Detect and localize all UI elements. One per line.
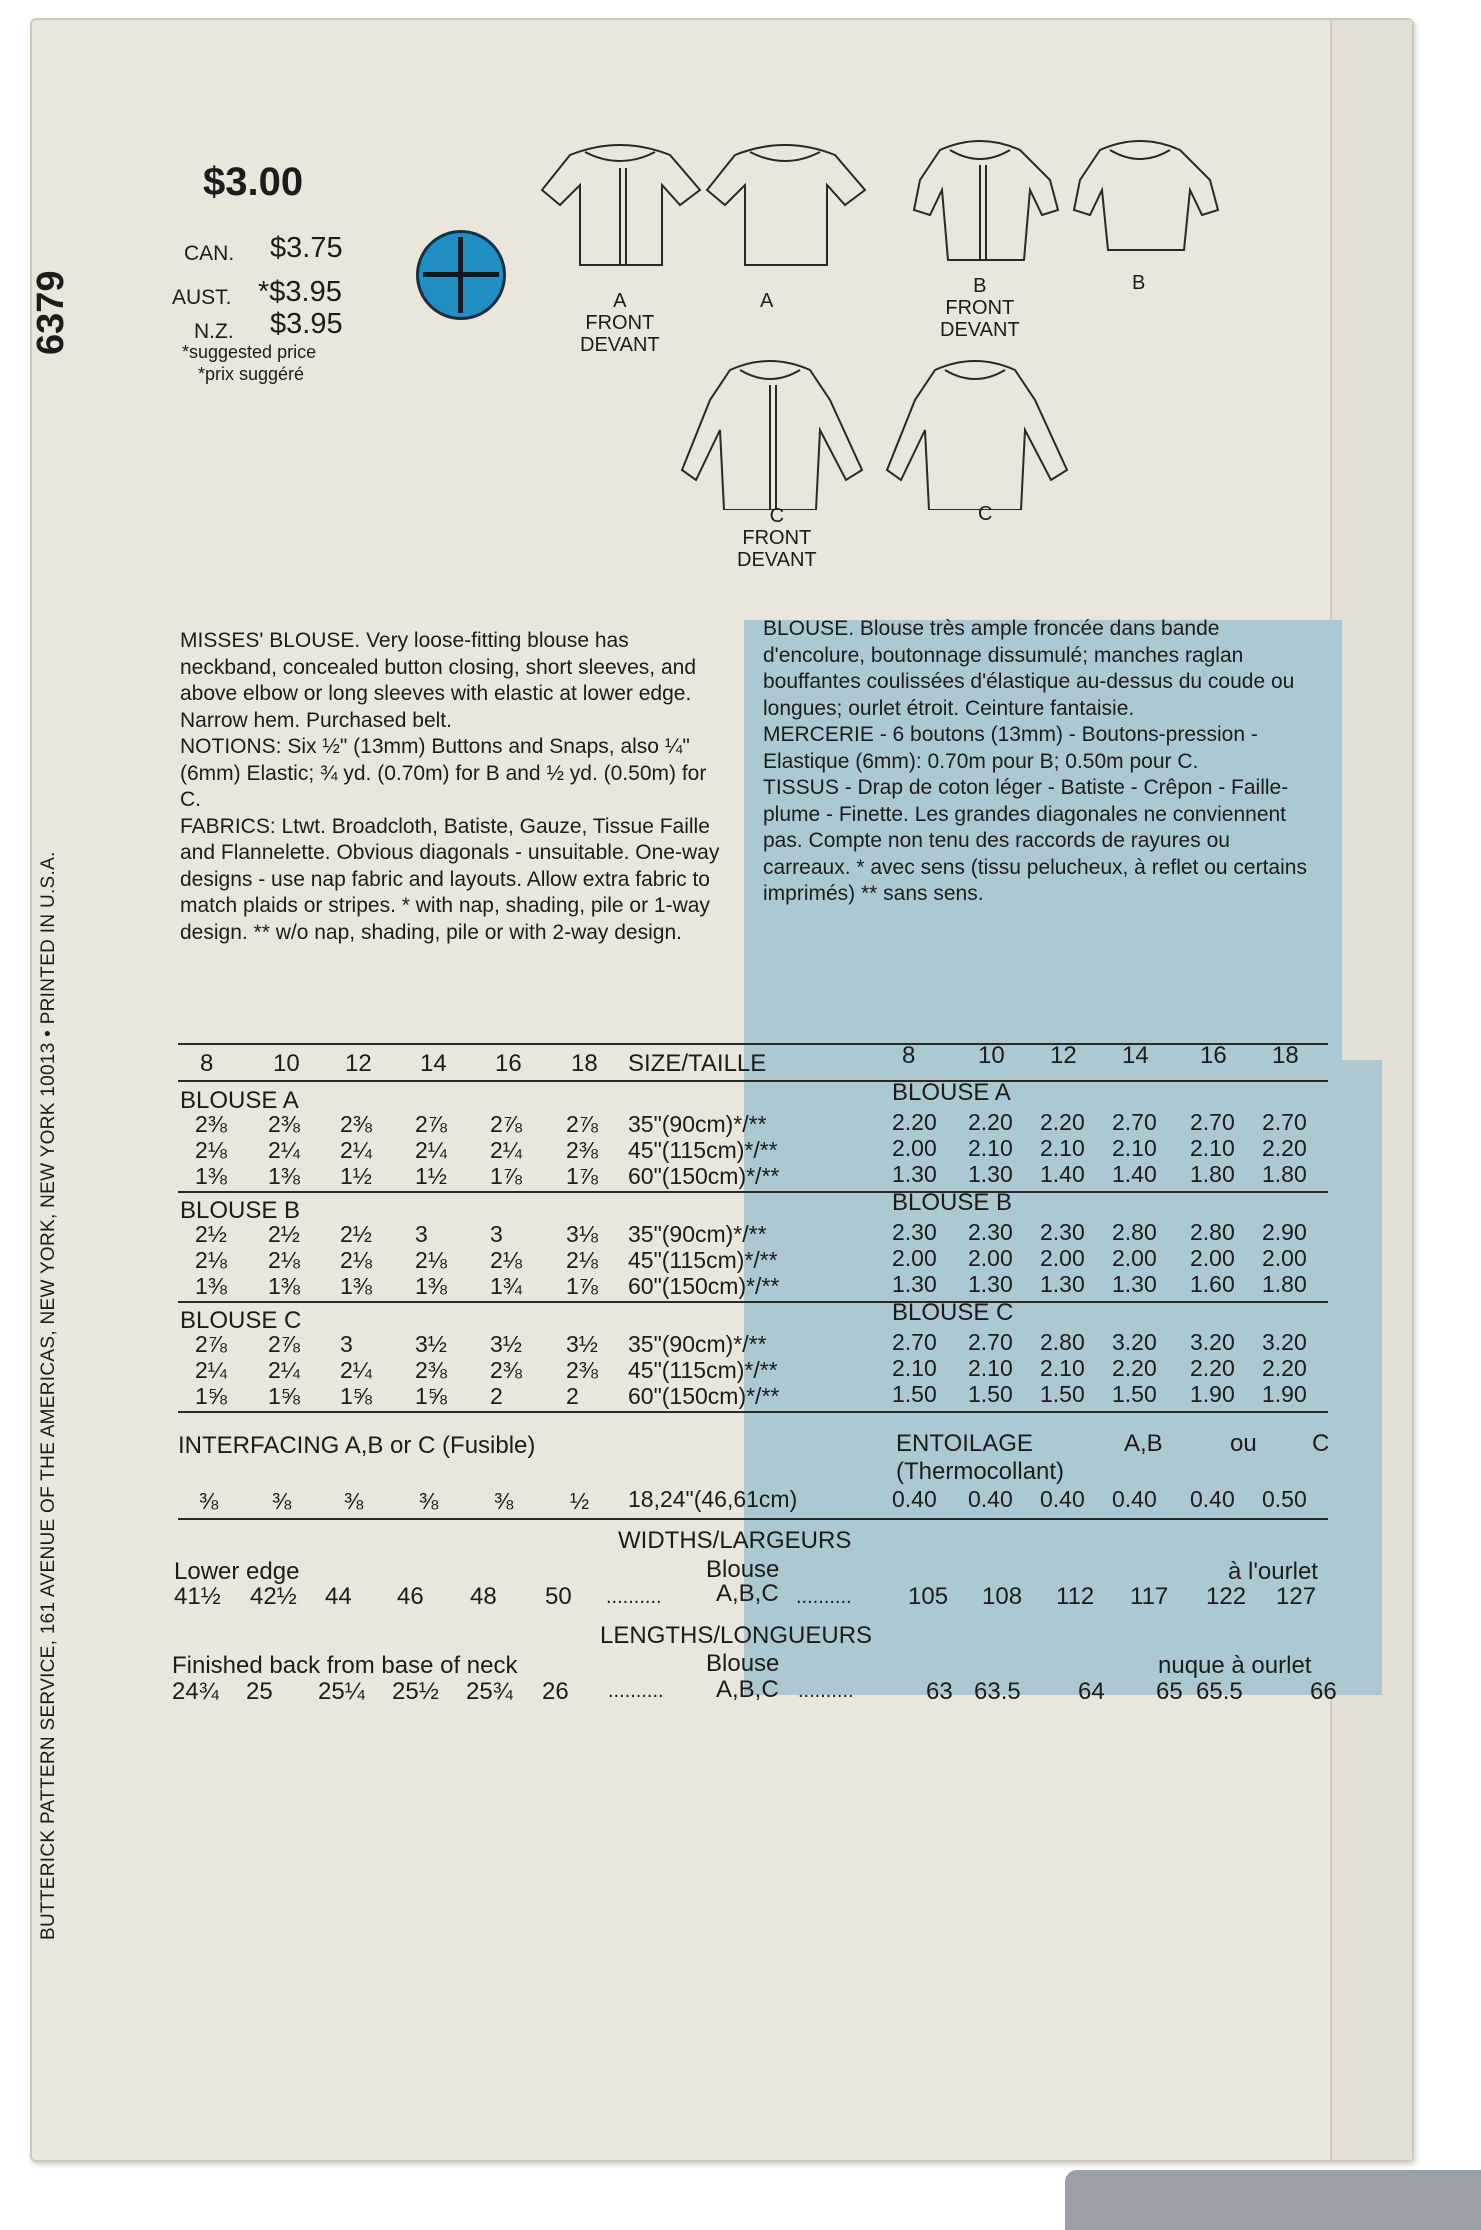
metre-cell: 1.80	[1262, 1271, 1307, 1297]
yardage-cell: 2⅛	[340, 1247, 372, 1273]
group-label: BLOUSE C	[180, 1307, 302, 1334]
size-header-in: 12	[345, 1050, 372, 1077]
length-in-cell: 25¼	[318, 1678, 365, 1705]
yardage-cell: 2⅛	[268, 1247, 300, 1273]
length-cm-cell: 65	[1156, 1678, 1183, 1705]
label-b: B	[1132, 272, 1146, 294]
width-cm-cell: 127	[1276, 1583, 1317, 1610]
price-main: $3.00	[203, 160, 304, 204]
desc-heading: MISSES' BLOUSE.	[180, 629, 361, 652]
yardage-cell: 1⅜	[340, 1273, 372, 1299]
size-header-metric: 18	[1272, 1042, 1299, 1069]
yardage-cell: 2	[490, 1383, 503, 1409]
metre-cell: 3.20	[1262, 1329, 1307, 1355]
fabric-width-cell: 35"(90cm)*/**	[628, 1331, 767, 1357]
table-header-rule	[178, 1080, 1328, 1082]
size-header-label: SIZE/TAILLE	[628, 1050, 767, 1077]
interfacing-label-fr-ab: A,B	[1124, 1430, 1163, 1457]
size-header-metric: 16	[1200, 1042, 1227, 1069]
metre-cell: 1.50	[892, 1381, 937, 1407]
metre-cell: 3.20	[1112, 1329, 1157, 1355]
group-rule	[178, 1301, 1328, 1303]
metre-cell: 2.70	[892, 1329, 937, 1355]
metre-cell: 1.80	[1190, 1161, 1235, 1187]
metre-cell: 2.70	[1262, 1109, 1307, 1135]
size-header-in: 10	[273, 1050, 300, 1077]
label-a-front: A FRONT DEVANT	[580, 290, 660, 356]
width-in-cell: 46	[397, 1583, 424, 1610]
metre-cell: 1.30	[968, 1271, 1013, 1297]
yardage-cell: 2⅜	[268, 1111, 300, 1137]
metre-cell: 2.00	[892, 1135, 937, 1161]
metre-cell: 2.00	[968, 1245, 1013, 1271]
yardage-cell: 1⅜	[268, 1273, 300, 1299]
length-cm-cell: 63	[926, 1678, 953, 1705]
width-cm-cell: 108	[982, 1583, 1023, 1610]
interfacing-yardage: ½	[570, 1488, 590, 1514]
metre-cell: 2.70	[1190, 1109, 1235, 1135]
metre-cell: 2.80	[1190, 1219, 1235, 1245]
width-cm-cell: 105	[908, 1583, 949, 1610]
interfacing-label-fr2: (Thermocollant)	[896, 1458, 1065, 1485]
yardage-cell: 3	[415, 1221, 428, 1247]
yardage-cell: 3½	[490, 1331, 522, 1357]
interfacing-yardage: ⅜	[344, 1488, 364, 1514]
yardage-cell: 2⅞	[268, 1331, 300, 1357]
yardage-cell: 3½	[566, 1331, 598, 1357]
fabric-width-cell: 60"(150cm)*/**	[628, 1273, 780, 1299]
fabric-width-cell: 60"(150cm)*/**	[628, 1163, 780, 1189]
yardage-cell: 2½	[195, 1221, 227, 1247]
metre-cell: 2.00	[1190, 1245, 1235, 1271]
width-in-cell: 44	[325, 1583, 352, 1610]
notions-heading-fr: MERCERIE	[763, 723, 874, 746]
price-can-label: CAN.	[184, 242, 235, 265]
interfacing-rule	[178, 1518, 1328, 1520]
metre-cell: 2.30	[968, 1219, 1013, 1245]
metre-cell: 2.10	[1112, 1135, 1157, 1161]
yardage-cell: 2⅜	[566, 1357, 598, 1383]
fabric-width-cell: 45"(115cm)*/**	[628, 1357, 778, 1383]
lengths-mid2: A,B,C	[716, 1676, 779, 1703]
notions-text-fr: - 6 boutons (13mm) - Boutons-pression - Elastique (6mm): 0.70m pour B; 0.50m pour C.	[763, 723, 1258, 773]
yardage-cell: 2½	[340, 1221, 372, 1247]
group-label-fr: BLOUSE A	[892, 1079, 1011, 1106]
interfacing-label-fr-c: C	[1312, 1430, 1330, 1457]
size-header-metric: 14	[1122, 1042, 1149, 1069]
group-label: BLOUSE B	[180, 1197, 301, 1224]
price-note-en: *suggested price	[182, 342, 317, 362]
yardage-cell: 2¼	[195, 1357, 227, 1383]
widths-dots: ..........	[606, 1586, 662, 1608]
fabrics-heading: FABRICS:	[180, 814, 276, 838]
group-rule	[178, 1191, 1328, 1193]
metre-cell: 2.20	[1040, 1109, 1085, 1135]
label-a: A	[760, 290, 774, 312]
yardage-cell: 1⅞	[566, 1273, 598, 1299]
widths-title: WIDTHS/LARGEURS	[618, 1527, 852, 1554]
interfacing-label-fr-ou: ou	[1230, 1430, 1257, 1457]
yardage-cell: 1¾	[490, 1273, 522, 1299]
fabric-width-cell: 60"(150cm)*/**	[628, 1383, 780, 1409]
desc-text-fr: Blouse très ample froncée dans bande d'encolure, boutonnage dissumulé; manches raglan bouffantes coulissées d'élastique au-dessus du coude ou longues; ourlet étroit. Ceinture fantaisie.	[763, 617, 1295, 720]
yardage-cell: 1½	[415, 1163, 447, 1189]
interfacing-metre: 0.40	[1040, 1486, 1085, 1512]
metre-cell: 2.00	[1262, 1245, 1307, 1271]
interfacing-label-fr: ENTOILAGE	[896, 1430, 1033, 1457]
interfacing-metre: 0.40	[1112, 1486, 1157, 1512]
yardage-cell: 2⅛	[195, 1247, 227, 1273]
yardage-cell: 2⅜	[566, 1137, 598, 1163]
fabrics-heading-fr: TISSUS	[763, 776, 839, 799]
price-nz: $3.95	[270, 308, 343, 340]
yardage-cell: 1⅜	[415, 1273, 447, 1299]
interfacing-yardage: ⅜	[419, 1488, 439, 1514]
metre-cell: 1.30	[968, 1161, 1013, 1187]
metre-cell: 1.60	[1190, 1271, 1235, 1297]
interfacing-yardage: ⅜	[494, 1488, 514, 1514]
yardage-cell: 1⅜	[195, 1273, 227, 1299]
yardage-cell: 2¼	[340, 1357, 372, 1383]
metre-cell: 2.10	[1040, 1135, 1085, 1161]
yardage-cell: 2⅛	[195, 1137, 227, 1163]
metre-cell: 2.30	[892, 1219, 937, 1245]
metre-cell: 2.70	[1112, 1109, 1157, 1135]
desc-heading-fr: BLOUSE.	[763, 617, 855, 640]
metre-cell: 2.00	[1112, 1245, 1157, 1271]
french-panel-bg-extension	[1342, 1060, 1382, 1695]
price-can: $3.75	[270, 232, 343, 264]
table-top-rule	[178, 1043, 1328, 1045]
size-header-metric: 8	[902, 1042, 916, 1069]
length-in-cell: 24¾	[172, 1678, 219, 1705]
view-a-drawing	[707, 145, 865, 265]
view-c-front-drawing	[682, 361, 862, 510]
yardage-cell: 1⅞	[490, 1163, 522, 1189]
widths-dots-2: ..........	[796, 1586, 852, 1608]
widths-mid2: A,B,C	[716, 1580, 779, 1607]
desc-text: Very loose-fitting blouse has neckband, concealed button closing, short sleeves, and above elbow or long sleeves with elastic at lower edge. Narrow hem. Purchased belt.	[180, 629, 697, 732]
yardage-cell: 1⅝	[340, 1383, 372, 1409]
metre-cell: 1.30	[892, 1271, 937, 1297]
group-rule	[178, 1411, 1328, 1413]
yardage-cell: 2¼	[268, 1357, 300, 1383]
metre-cell: 2.90	[1262, 1219, 1307, 1245]
metre-cell: 2.20	[1112, 1355, 1157, 1381]
yardage-cell: 1⅜	[268, 1163, 300, 1189]
fabric-width-cell: 35"(90cm)*/**	[628, 1111, 767, 1137]
metre-cell: 2.10	[892, 1355, 937, 1381]
group-label-fr: BLOUSE B	[892, 1189, 1013, 1216]
yardage-cell: 1⅝	[268, 1383, 300, 1409]
french-description	[763, 616, 1321, 908]
lengths-title: LENGTHS/LONGUEURS	[600, 1622, 873, 1649]
length-in-cell: 26	[542, 1678, 569, 1705]
yardage-cell: 2⅞	[566, 1111, 598, 1137]
price-aust-label: AUST.	[172, 286, 232, 309]
width-in-cell: 50	[545, 1583, 572, 1610]
fabric-width-cell: 45"(115cm)*/**	[628, 1247, 778, 1273]
yardage-cell: 3	[490, 1221, 503, 1247]
lengths-dots: ..........	[608, 1680, 664, 1702]
width-in-cell: 41½	[174, 1583, 221, 1610]
metre-cell: 2.20	[1262, 1135, 1307, 1161]
metre-cell: 2.80	[1112, 1219, 1157, 1245]
yardage-cell: 1½	[340, 1163, 372, 1189]
interfacing-metre: 0.40	[1190, 1486, 1235, 1512]
butterick-logo-icon	[416, 230, 506, 320]
size-header-in: 8	[200, 1050, 214, 1077]
price-note-fr: *prix suggéré	[198, 364, 305, 384]
publisher-address: BUTTERICK PATTERN SERVICE, 161 AVENUE OF THE AMERICAS, NEW YORK, NEW YORK 10013 • PRINTED IN U.S.A.	[38, 851, 59, 1940]
metre-cell: 1.50	[968, 1381, 1013, 1407]
yardage-cell: 2⅛	[490, 1247, 522, 1273]
lengths-mid1: Blouse	[706, 1650, 780, 1677]
fabric-width-cell: 45"(115cm)*/**	[628, 1137, 778, 1163]
metre-cell: 2.00	[1040, 1245, 1085, 1271]
yardage-cell: 2⅛	[415, 1247, 447, 1273]
yardage-cell: 1⅜	[195, 1163, 227, 1189]
metre-cell: 2.10	[968, 1135, 1013, 1161]
lengths-dots-2: ..........	[798, 1680, 854, 1702]
metre-cell: 1.50	[1112, 1381, 1157, 1407]
interfacing-metre: 0.50	[1262, 1486, 1307, 1512]
yardage-cell: 1⅝	[415, 1383, 447, 1409]
metre-cell: 1.90	[1190, 1381, 1235, 1407]
widths-right: à l'ourlet	[1228, 1558, 1318, 1585]
yardage-cell: 2⅞	[490, 1111, 522, 1137]
view-c-drawing	[887, 361, 1067, 510]
widths-mid1: Blouse	[706, 1556, 780, 1583]
size-header-in: 14	[420, 1050, 447, 1077]
yardage-cell: 2¼	[415, 1137, 447, 1163]
length-in-cell: 25	[246, 1678, 273, 1705]
metre-cell: 1.40	[1040, 1161, 1085, 1187]
metre-cell: 2.20	[968, 1109, 1013, 1135]
metre-cell: 3.20	[1190, 1329, 1235, 1355]
english-description	[180, 628, 722, 946]
view-b-front-drawing	[914, 141, 1058, 260]
yardage-cell: 2⅜	[340, 1111, 372, 1137]
metre-cell: 1.90	[1262, 1381, 1307, 1407]
notions-text: Six ½" (13mm) Buttons and Snaps, also ¼" (6mm) Elastic; ¾ yd. (0.70m) for B and ½ yd. (0.50m) for C.	[180, 735, 707, 811]
fabrics-text: Ltwt. Broadcloth, Batiste, Gauze, Tissue Faille and Flannelette. Obvious diagonals - unsuitable. One-way designs - use nap fabric and layouts. Allow extra fabric to match plaids or stripes. * with nap, shading, pile or 1-way design. ** w/o nap, shading, pile or with 2-way design.	[180, 814, 720, 944]
width-cm-cell: 112	[1056, 1583, 1095, 1610]
yardage-cell: 3½	[415, 1331, 447, 1357]
yardage-cell: 2⅜	[490, 1357, 522, 1383]
metre-cell: 1.30	[1040, 1271, 1085, 1297]
length-in-cell: 25½	[392, 1678, 439, 1705]
metre-cell: 2.20	[1262, 1355, 1307, 1381]
metre-cell: 2.00	[892, 1245, 937, 1271]
length-cm-cell: 63.5	[974, 1678, 1021, 1705]
metre-cell: 1.30	[1112, 1271, 1157, 1297]
interfacing-yardage: ⅜	[199, 1488, 219, 1514]
price-aust: *$3.95	[258, 276, 342, 308]
metre-cell: 1.40	[1112, 1161, 1157, 1187]
interfacing-yardage: ⅜	[272, 1488, 292, 1514]
yardage-cell: 2⅛	[566, 1247, 598, 1273]
length-cm-cell: 66	[1310, 1678, 1337, 1705]
yardage-cell: 2¼	[340, 1137, 372, 1163]
size-header-in: 16	[495, 1050, 522, 1077]
yardage-cell: 2⅞	[195, 1331, 227, 1357]
yardage-cell: 3⅛	[566, 1221, 598, 1247]
notions-heading: NOTIONS:	[180, 735, 282, 758]
metre-cell: 1.30	[892, 1161, 937, 1187]
length-cm-cell: 65.5	[1196, 1678, 1243, 1705]
width-in-cell: 42½	[250, 1583, 297, 1610]
size-header-in: 18	[571, 1050, 598, 1077]
yardage-cell: 2	[566, 1383, 579, 1409]
metre-cell: 2.80	[1040, 1329, 1085, 1355]
metre-cell: 1.50	[1040, 1381, 1085, 1407]
yardage-cell: 2¼	[490, 1137, 522, 1163]
width-cm-cell: 122	[1206, 1583, 1247, 1610]
price-nz-label: N.Z.	[194, 320, 234, 343]
label-c: C	[978, 503, 993, 525]
yardage-cell: 2¼	[268, 1137, 300, 1163]
lengths-right: nuque à ourlet	[1158, 1652, 1312, 1679]
pattern-number: 6379	[30, 270, 72, 355]
length-cm-cell: 64	[1078, 1678, 1105, 1705]
interfacing-metre: 0.40	[968, 1486, 1013, 1512]
yardage-cell: 1⅝	[195, 1383, 227, 1409]
label-b-front: B FRONT DEVANT	[940, 275, 1020, 341]
yardage-cell: 3	[340, 1331, 353, 1357]
metre-cell: 2.20	[892, 1109, 937, 1135]
yardage-cell: 2⅞	[415, 1111, 447, 1137]
metre-cell: 1.80	[1262, 1161, 1307, 1187]
widths-label: Lower edge	[174, 1558, 300, 1585]
yardage-cell: 2½	[268, 1221, 300, 1247]
view-a-front-drawing	[542, 145, 700, 265]
interfacing-width: 18,24"(46,61cm)	[628, 1486, 798, 1512]
yardage-cell: 2⅜	[195, 1111, 227, 1137]
photo-tag	[1065, 2170, 1481, 2230]
yardage-cell: 1⅞	[566, 1163, 598, 1189]
width-in-cell: 48	[470, 1583, 497, 1610]
interfacing-metre: 0.40	[892, 1486, 937, 1512]
size-header-metric: 12	[1050, 1042, 1077, 1069]
group-label-fr: BLOUSE C	[892, 1299, 1014, 1326]
label-c-front: C FRONT DEVANT	[737, 505, 817, 571]
interfacing-label: INTERFACING A,B or C (Fusible)	[178, 1432, 536, 1459]
view-b-drawing	[1074, 141, 1218, 250]
fabrics-text-fr: - Drap de coton léger - Batiste - Crêpon - Faille-plume - Finette. Les grandes diagonales ne conviennent pas. Compte non tenu des raccords de rayures ou carreaux. * avec sens (tissu pelucheux, à reflet ou certains imprimés) ** sans sens.	[763, 776, 1307, 905]
size-header-metric: 10	[978, 1042, 1005, 1069]
metre-cell: 2.10	[1040, 1355, 1085, 1381]
length-in-cell: 25¾	[466, 1678, 513, 1705]
metre-cell: 2.10	[1190, 1135, 1235, 1161]
metre-cell: 2.70	[968, 1329, 1013, 1355]
metre-cell: 2.30	[1040, 1219, 1085, 1245]
lengths-label: Finished back from base of neck	[172, 1652, 518, 1679]
metre-cell: 2.10	[968, 1355, 1013, 1381]
width-cm-cell: 117	[1130, 1583, 1169, 1610]
yardage-cell: 2⅜	[415, 1357, 447, 1383]
fabric-width-cell: 35"(90cm)*/**	[628, 1221, 767, 1247]
group-label: BLOUSE A	[180, 1087, 299, 1114]
metre-cell: 2.20	[1190, 1355, 1235, 1381]
